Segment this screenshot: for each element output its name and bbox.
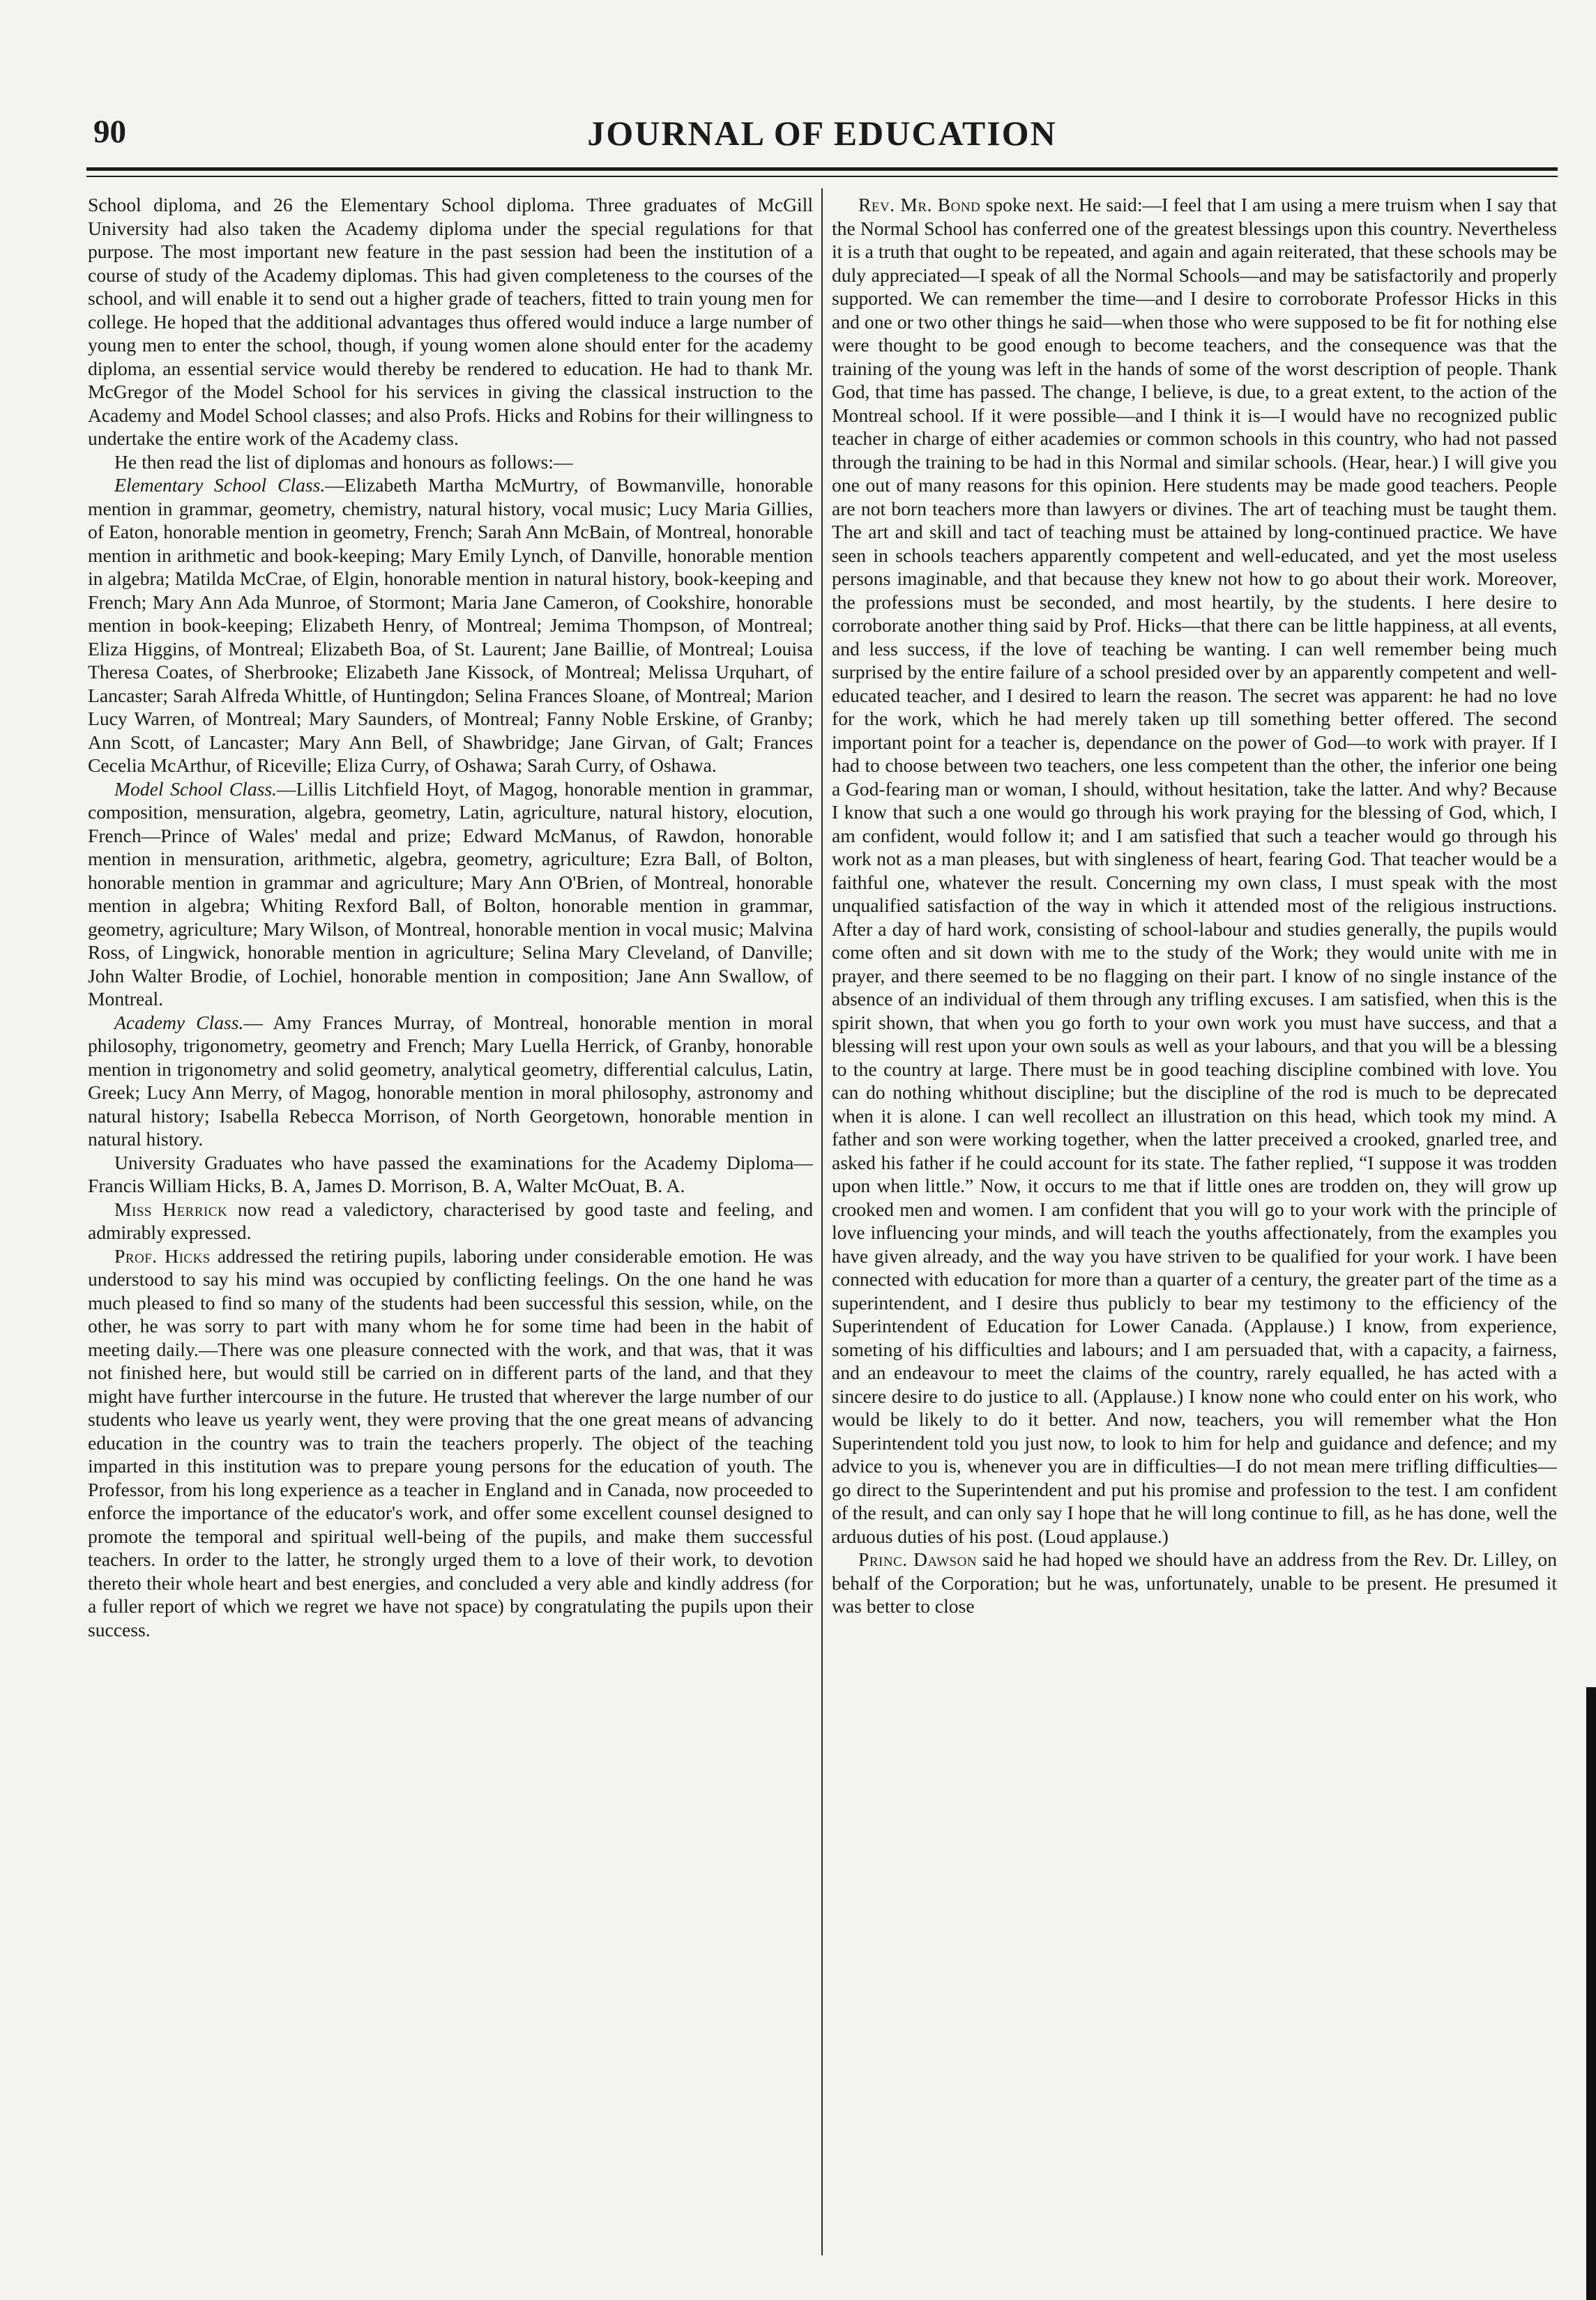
- speaker-name: Rev. Mr. Bond: [858, 194, 981, 215]
- paragraph: University Graduates who have passed the examinations for the Academy Diploma—Francis William Hicks, B. A, James D. Morrison, B. A, Walter McOuat, B. A.: [88, 1151, 813, 1196]
- header-rule-thick: [86, 167, 1558, 171]
- right-column: [832, 193, 1557, 2257]
- section-label: Academy Class.: [114, 1011, 244, 1033]
- academy-class-paragraph: Academy Class.— Amy Frances Murray, of Montreal, honorable mention in moral philosophy, trigonometry, geometry and French; Mary Luella Herrick, of Granby, honorable mention in trigonometry and solid geometry, analytical geometry, differential calculus, Latin, Greek; Lucy Ann Merry, of Magog, honorable mention in moral philosophy, astronomy and natural history; Isabella Rebecca Morrison, of North Georgetown, honorable mention in natural history.: [88, 1011, 813, 1150]
- paragraph: Miss Herrick now read a valedictory, characterised by good taste and feeling, and admirably expressed.: [88, 1198, 813, 1243]
- header-rule-thin: [86, 176, 1558, 177]
- column-divider: [821, 188, 823, 2255]
- paragraph: Princ. Dawson said he had hoped we should have an address from the Rev. Dr. Lilley, on behalf of the Corporation; but he was, unfortunately, unable to be present. He presumed it was better to close: [832, 1548, 1557, 1617]
- speaker-name: Prof. Hicks: [114, 1244, 211, 1267]
- page-header: [86, 105, 1558, 160]
- paragraph: School diploma, and 26 the Elementary School diploma. Three graduates of McGill University had also taken the Academy diploma under the special regulations for that purpose. The most important new feature in the past session had been the institution of a course of study of the Academy diplomas. This had given completeness to the courses of the school, and will enable it to send out a higher grade of teachers, fitted to train young men for college. He hoped that the additional advantages thus offered would induce a large number of young men to enter the school, though, if young women alone should enter for the academy diploma, an essential service would thereby be rendered to education. He had to thank Mr. McGregor of the Model School for his services in giving the classical instruction to the Academy and Model School classes; and also Profs. Hicks and Robins for their willingness to undertake the entire work of the Academy class.: [88, 194, 813, 449]
- left-column: [88, 193, 813, 2257]
- journal-title: JOURNAL OF EDUCATION: [587, 114, 1057, 153]
- scan-edge-shadow: [1586, 1687, 1596, 2300]
- speaker-name: Miss Herrick: [114, 1198, 228, 1220]
- paragraph: He then read the list of diplomas and honours as follows:—: [114, 450, 573, 473]
- page-number: 90: [93, 114, 126, 150]
- paragraph: Rev. Mr. Bond spoke next. He said:—I feel that I am using a mere truism when I say that the Normal School has conferred one of the greatest blessings upon this country. Nevertheless it is a truth that ought to be repeated, and again and again reiterated, that these schools may be duly appreciated—I speak of all the Normal Schools—and may be satisfactorily and properly supported. We can remember the time—and I desire to corroborate Professor Hicks in this and one or two other things he said—when those who were supposed to be fit for nothing else were thought to be good enough to become teachers, and the consequence was that the training of the young was left in the hands of some of the worst description of people. Thank God, that time has passed. The change, I believe, is due, to a great extent, to the action of the Montreal school. If it were possible—and I think it is—I would have no recognized public teacher in charge of either academies or common schools in this country, who had not passed through the training to be had in this Normal and similar schools. (Hear, hear.) I will give you one out of many reasons for this opinion. Here students may be made good teachers. People are not born teachers more than lawyers or divines. The art of teaching must be taught them. The art and skill and tact of teaching must be attained by long-continued practice. We have seen in schools teachers apparently competent and well-educated, and yet the most useless persons imaginable, and that because they knew not how to go about their work. Moreover, the professions must be seconded, and most heartily, by the students. I here desire to corroborate another thing said by Prof. Hicks—that there can be little happiness, at all events, and less success, if the love of teaching be wanting. I can well remember being much surprised by the entire failure of a school presided over by an apparently competent and well-educated teacher, and I desired to learn the reason. The secret was apparent: he had no love for the work, which he had merely taken up till something better offered. The second important point for a teacher is, dependance on the power of God—to work with prayer. If I had to choose between two teachers, one less competent than the other, the inferior one being a God-fearing man or woman, I should, without hesitation, take the latter. And why? Because I know that such a one would go through his work praying for the blessing of God, which, I am confident, would follow it; and I am satisfied that such a teacher would go through his work not as a man pleases, but with singleness of heart, fearing God. That teacher would be a faithful one, whatever the result. Concerning my own class, I must speak with the most unqualified satisfaction of the way in which it attended most of the religious instructions. After a day of hard work, consisting of school-labour and studies generally, the pupils would come often and sit down with me to the study of the Work; they would unite with me in prayer, and there seemed to be no flagging on their part. I know of no single instance of the absence of an individual of them through any trifling excuses. I am satisfied, when this is the spirit shown, that when you go forth to your own work you must have success, and that a blessing will rest upon your own souls as well as your labours, and that you will be a blessing to the country at large. There must be in good teaching discipline combined with love. You can do nothing whithout discipline; but the discipline of the rod is much to be deprecated when it is alone. I can well recollect an illustration on this head, which took my mind. A father and son were working together, when the latter preceived a crooked, gnarled tree, and asked his father if he could account for its state. The father replied, “I suppose it was trodden upon when little.” Now, it occurs to me that if little ones are trodden on, they will grow up crooked men and women. I am confident that you will go to your work with the principle of love influencing your minds, and will teach the youths affectionately, from the examples you have given already, and the way you have striven to be qualified for your work. I have been connected with education for more than a quarter of a century, the greater part of the time as a superintendent, and I desire thus publicly to bear my testimony to the efficiency of the Superintendent of Education for Lower Canada. (Applause.) I know, from experience, someting of his difficulties and labours; and I am persuaded that, with a capacity, a fairness, and an endeavour to meet the claims of the country, rarely equalled, he has acted with a sincere desire to do justice to all. (Applause.) I know none who could enter on his work, who would be likely to do it better. And now, teachers, you will remember what the Hon Superintendent told you just now, to look to him for help and guidance and defence; and my advice to you is, whenever you are in difficulties—I do not mean mere trifling difficulties—go direct to the Superintendent and put his promise and profession to the test. I am confident of the result, and can only say I hope that he will long continue to fill, as he has done, well the arduous duties of his post. (Loud applause.): [832, 194, 1557, 1547]
- section-label: Elementary School Class.: [114, 474, 326, 496]
- elementary-class-paragraph: Elementary School Class.—Elizabeth Martha McMurtry, of Bowmanville, honorable mention in grammar, geometry, chemistry, natural history, vocal music; Lucy Maria Gillies, of Eaton, honorable mention in geometry, French; Sarah Ann McBain, of Montreal, honorable mention in arithmetic and book-keeping; Mary Emily Lynch, of Danville, honorable mention in algebra; Matilda McCrae, of Elgin, honorable mention in natural history, book-keeping and French; Mary Ann Ada Munroe, of Stormont; Maria Jane Cameron, of Cookshire, honorable mention in book-keeping; Elizabeth Henry, of Montreal; Jemima Thompson, of Montreal; Eliza Higgins, of Montreal; Elizabeth Boa, of St. Laurent; Jane Baillie, of Montreal; Louisa Theresa Coates, of Sherbrooke; Elizabeth Jane Kissock, of Montreal; Melissa Urquhart, of Lancaster; Sarah Alfreda Whittle, of Huntingdon; Selina Frances Sloane, of Montreal; Marion Lucy Warren, of Montreal; Mary Saunders, of Montreal; Fanny Noble Erskine, of Granby; Ann Scott, of Lancaster; Mary Ann Bell, of Shawbridge; Jane Girvan, of Galt; Frances Cecelia McArthur, of Riceville; Eliza Curry, of Oshawa; Sarah Curry, of Oshawa.: [88, 474, 813, 776]
- speaker-name: Princ. Dawson: [858, 1548, 978, 1570]
- section-label: Model School Class.: [114, 777, 277, 800]
- model-class-paragraph: Model School Class.—Lillis Litchfield Hoyt, of Magog, honorable mention in grammar, composition, mensuration, algebra, geometry, Latin, agriculture, natural history, elocution, French—Prince of Wales' medal and prize; Edward McManus, of Rawdon, honorable mention in mensuration, arithmetic, algebra, geometry, agriculture; Ezra Ball, of Bolton, honorable mention in grammar and agriculture; Mary Ann O'Brien, of Montreal, honorable mention in algebra; Whiting Rexford Ball, of Bolton, honorable mention in grammar, geometry, agriculture; Mary Wilson, of Montreal, honorable mention in vocal music; Malvina Ross, of Lingwick, honorable mention in agriculture; Selina Mary Cleveland, of Danville; John Walter Brodie, of Lochiel, honorable mention in composition; Jane Ann Swallow, of Montreal.: [88, 777, 813, 1010]
- paragraph: Prof. Hicks addressed the retiring pupils, laboring under considerable emotion. He was understood to say his mind was occupied by conflicting feelings. On the one hand he was much pleased to find so many of the students had been successful this session, while, on the other, he was sorry to part with many whom he for some time had been in the habit of meeting daily.—There was one pleasure connected with the work, and that was, that it was not finished here, but would still be carried on in different parts of the land, and that they might have further intercourse in the future. He trusted that wherever the large number of our students who leave us yearly went, they were proving that the one great means of advancing education in the country was to train the teachers properly. The object of the teaching imparted in this institution was to prepare young persons for the education of youth. The Professor, from his long experience as a teacher in England and in Canada, now proceeded to enforce the importance of the educator's work, and offer some excellent counsel designed to promote the temporal and spiritual well-being of the pupils, and make them successful teachers. In order to the latter, he strongly urged them to a love of their work, to devotion thereto their whole heart and best energies, and concluded a very able and kindly address (for a fuller report of which we regret we have not space) by congratulating the pupils upon their success.: [88, 1244, 813, 1640]
